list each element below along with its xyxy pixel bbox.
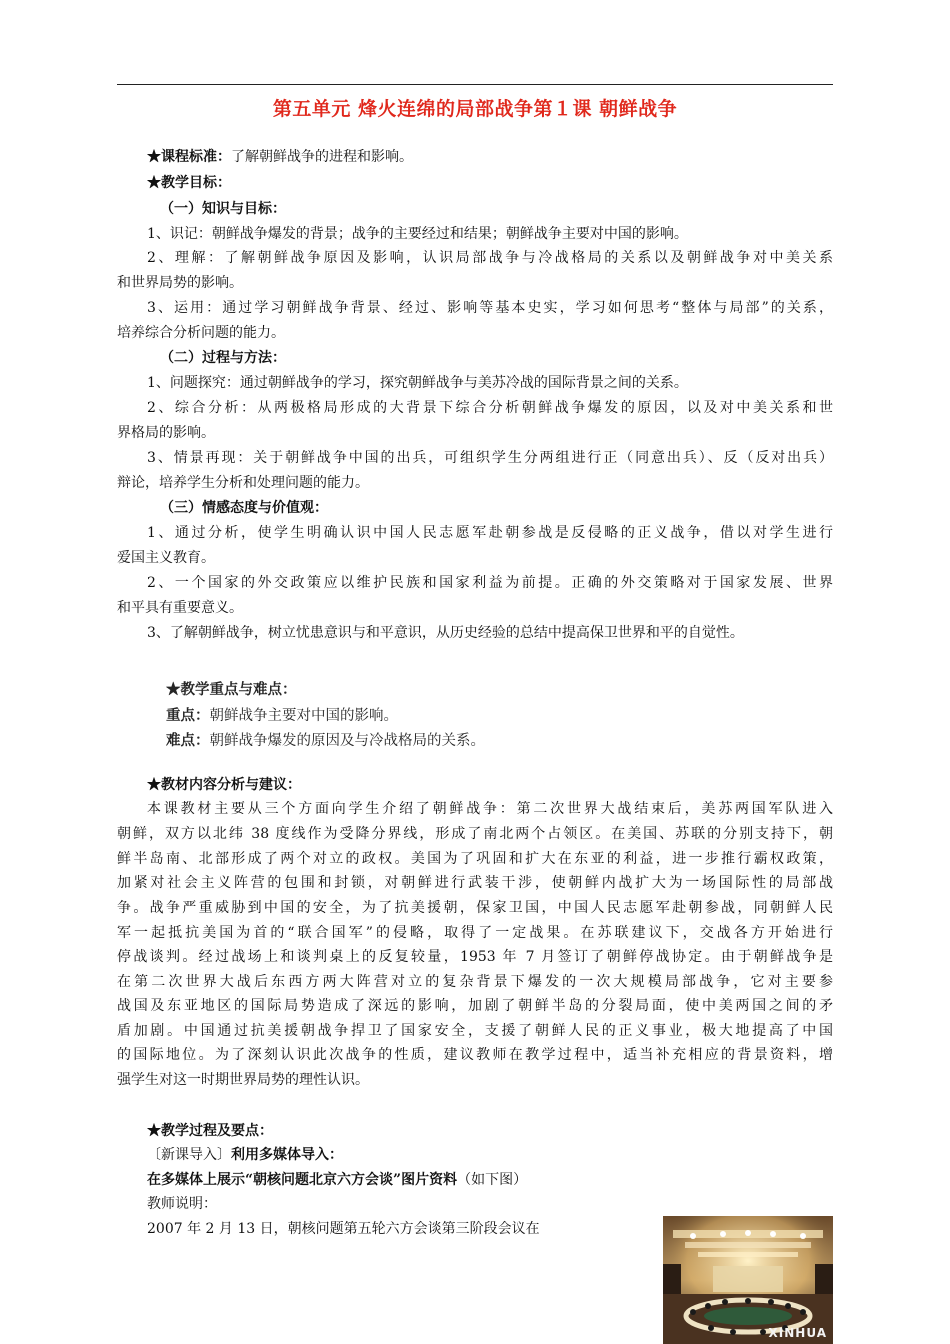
- difficulty-label: 难点：: [166, 732, 210, 749]
- teacher-label: 教师说明：: [147, 1196, 217, 1212]
- intro-text: 利用多媒体导入：: [231, 1147, 343, 1163]
- objective-1-2-line1: 2、理解：了解朝鲜战争原因及影响，认识局部战争与冷战格局的关系以及朝鲜战争对中美关系: [147, 250, 833, 266]
- objectives-section-3-title: （三）情感态度与价值观：: [160, 500, 328, 516]
- page-title: 第五单元 烽火连绵的局部战争第１课 朝鲜战争: [272, 98, 678, 120]
- analysis-line: 军一起抵抗美国为首的“联合国军”的侵略，取得了一定战果。在苏联建议下，交战各方开始进行: [117, 925, 833, 941]
- show-line: [147, 1171, 833, 1190]
- objective-1-3-line2: 培养综合分析问题的能力。: [117, 325, 285, 341]
- analysis-line: 的国际地位。为了深刻认识此次战争的性质，建议教师在教学过程中，适当补充相应的背景资料，增: [117, 1047, 833, 1063]
- six-party-talks-photo: [663, 1216, 833, 1344]
- objective-3-1-line2: 爱国主义教育。: [117, 550, 215, 566]
- difficulty-text: 朝鲜战争爆发的原因及与冷战格局的关系。: [209, 733, 485, 749]
- keypoints-heading: ★教学重点与难点：: [166, 681, 297, 698]
- objective-2-1: 1、问题探究：通过朝鲜战争的学习，探究朝鲜战争与美苏冷战的国际背景之间的关系。: [147, 375, 688, 391]
- analysis-line: 加紧对社会主义阵营的包围和封锁，对朝鲜进行武装干涉，使朝鲜内战扩大为一场国际性的局部战: [117, 875, 833, 891]
- objectives-heading: ★教学目标：: [147, 175, 231, 191]
- analysis-line: 停战谈判。经过战场上和谈判桌上的反复较量，1953 年 7 月签订了朝鲜停战协定。由于朝鲜战争是: [117, 949, 833, 965]
- focus-text: 朝鲜战争主要对中国的影响。: [209, 708, 398, 724]
- objective-3-3: 3、了解朝鲜战争，树立忧患意识与和平意识，从历史经验的总结中提高保卫世界和平的自觉性。: [147, 625, 744, 641]
- show-note: （如下图）: [457, 1172, 528, 1188]
- analysis-line: 争。战争严重威胁到中国的安全，为了抗美援朝，保家卫国，中国人民志愿军赴朝参战，同朝鲜人民: [117, 900, 833, 916]
- process-heading: ★教学过程及要点：: [147, 1123, 273, 1139]
- intro-tag: 〔新课导入〕: [147, 1147, 231, 1163]
- date-line: 2007 年 2 月 13 日，朝核问题第五轮六方会谈第三阶段会议在: [147, 1221, 540, 1237]
- objective-1-3-line1: 3、运用：通过学习朝鲜战争背景、经过、影响等基本史实，学习如何思考“整体与局部”的关系，: [147, 300, 833, 316]
- intro-line: [147, 1146, 833, 1165]
- keypoint-difficulty: [166, 731, 833, 751]
- objective-2-2-line1: 2、综合分析：从两极格局形成的大背景下综合分析朝鲜战争爆发的原因，以及对中美关系和世: [147, 400, 833, 416]
- objective-2-3-line2: 辩论，培养学生分析和处理问题的能力。: [117, 475, 369, 491]
- objective-2-2-line2: 界格局的影响。: [117, 425, 215, 441]
- analysis-line: 盾加剧。中国通过抗美援朝战争捍卫了国家安全，支援了朝鲜人民的正义事业，极大地提高了中国: [117, 1023, 833, 1039]
- header-rule: [117, 84, 833, 85]
- photo-watermark: XINHUA: [768, 1326, 827, 1340]
- curriculum-standard: [147, 148, 833, 167]
- analysis-line: 本课教材主要从三个方面向学生介绍了朝鲜战争：第二次世界大战结束后，美苏两国军队进入: [147, 801, 833, 817]
- objective-1-1: 1、识记：朝鲜战争爆发的背景；战争的主要经过和结果；朝鲜战争主要对中国的影响。: [147, 226, 688, 242]
- standard-text: 了解朝鲜战争的进程和影响。: [231, 149, 413, 165]
- objective-1-2-line2: 和世界局势的影响。: [117, 275, 243, 291]
- analysis-line: 战国及东亚地区的国际局势造成了深远的影响，加剧了朝鲜半岛的分裂局面，使中美两国之间的矛: [117, 998, 833, 1014]
- show-bold: 在多媒体上展示“朝核问题北京六方会谈”图片资料: [147, 1172, 458, 1188]
- objective-2-3-line1: 3、情景再现：关于朝鲜战争中国的出兵，可组织学生分两组进行正（同意出兵）、反（反对出兵）: [147, 450, 833, 466]
- objective-3-2-line1: 2、一个国家的外交政策应以维护民族和国家利益为前提。正确的外交策略对于国家发展、世界: [147, 575, 833, 591]
- focus-label: 重点：: [166, 707, 210, 724]
- keypoint-focus: [166, 706, 833, 726]
- analysis-heading: ★教材内容分析与建议：: [147, 777, 301, 793]
- analysis-line: 鲜半岛南、北部形成了两个对立的政权。美国为了巩固和扩大在东亚的利益，进一步推行霸权政策，: [117, 851, 833, 867]
- objective-3-2-line2: 和平具有重要意义。: [117, 600, 243, 616]
- analysis-line: 在第二次世界大战后东西方两大阵营对立的复杂背景下爆发的一次大规模局部战争，它对主要参: [117, 974, 833, 990]
- conference-hall-image: [663, 1216, 833, 1344]
- objectives-section-2-title: （二）过程与方法：: [160, 350, 286, 366]
- analysis-line: 朝鲜，双方以北纬 38 度线作为受降分界线，形成了南北两个占领区。在美国、苏联的分别支持下，朝: [117, 826, 833, 842]
- objective-3-1-line1: 1、通过分析，使学生明确认识中国人民志愿军赴朝参战是反侵略的正义战争，借以对学生进行: [147, 525, 833, 541]
- standard-label: ★课程标准：: [147, 149, 231, 165]
- analysis-line: 强学生对这一时期世界局势的理性认识。: [117, 1072, 369, 1088]
- objectives-section-1-title: （一）知识与目标：: [160, 201, 286, 217]
